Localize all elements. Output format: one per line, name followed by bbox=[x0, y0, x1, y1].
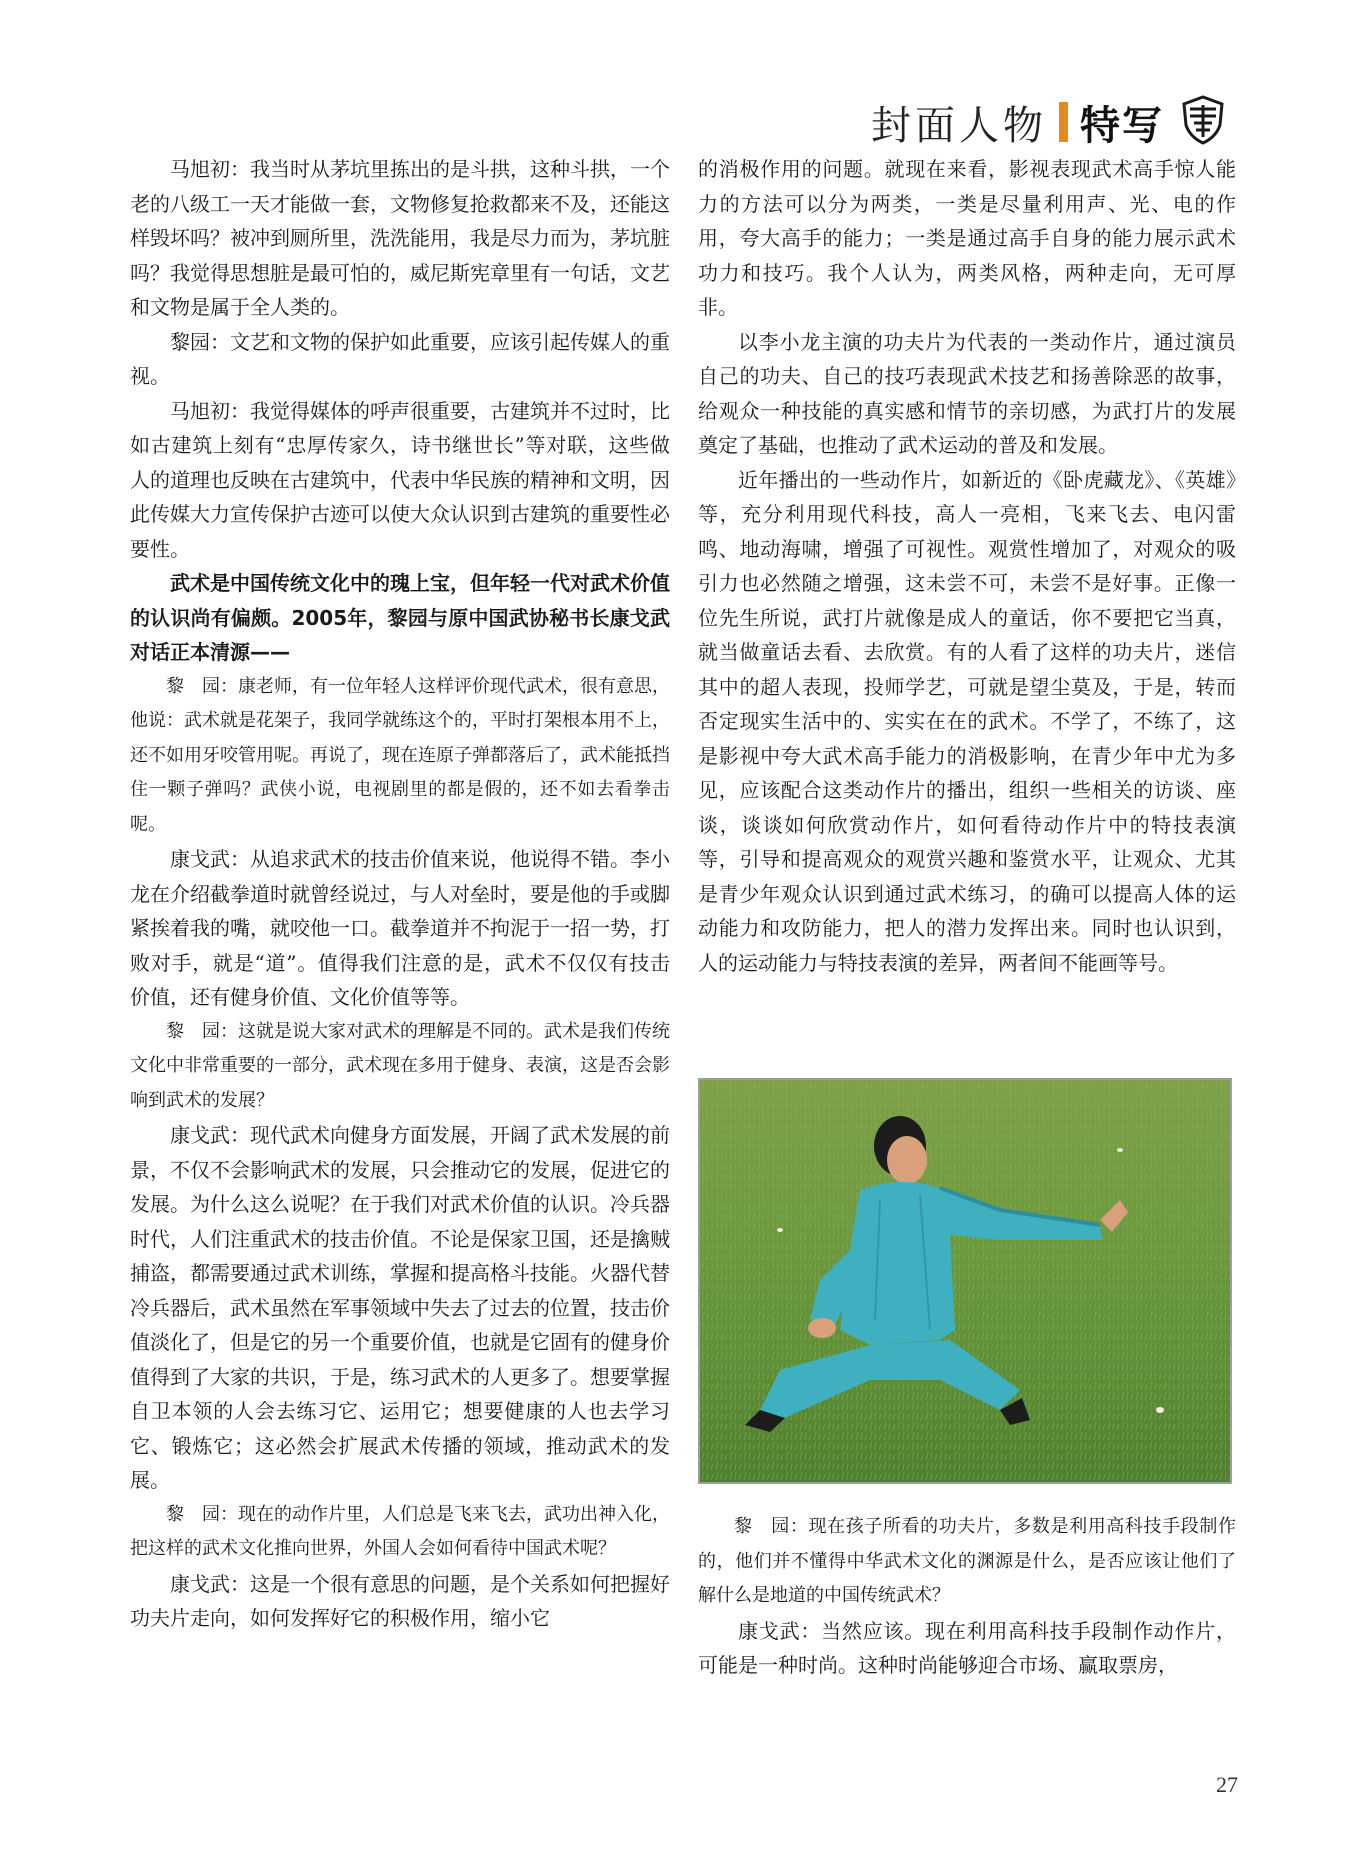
right-text-column-after-photo bbox=[698, 1510, 1236, 1683]
body-paragraph: 康戈武：这是一个很有意思的问题，是个关系如何把握好功夫片走向，如何发挥好它的积极作用，缩小它 bbox=[130, 1571, 670, 1630]
body-paragraph: 的消极作用的问题。就现在来看，影视表现武术高手惊人能力的方法可以分为两类，一类是尽量利用声、光、电的作用，夸大高手的能力；一类是通过高手自身的能力展示武术功力和技巧。我个人认为，两类风格，两种走向，无可厚非。 bbox=[698, 157, 1236, 319]
question-paragraph: 黎 园：康老师，有一位年轻人这样评价现代武术，很有意思，他说：武术就是花架子，我同学就练这个的，平时打架根本用不上，还不如用牙咬管用呢。再说了，现在连原子弹都落后了，武术能抵挡住一颗子弹吗？武侠小说，电视剧里的都是假的，还不如去看拳击呢。 bbox=[130, 675, 670, 835]
martial-artist-photo bbox=[698, 1078, 1232, 1484]
body-paragraph: 马旭初：我觉得媒体的呼声很重要，古建筑并不过时，比如古建筑上刻有“忠厚传家久，诗书继世长”等对联，这些做人的道理也反映在古建筑中，代表中华民族的精神和文明，因此传媒大力宣传保护古迹可以使大众认识到古建筑的重要性必要性。 bbox=[130, 398, 670, 561]
section-header bbox=[871, 94, 1226, 150]
body-paragraph: 近年播出的一些动作片，如新近的《卧虎藏龙》、《英雄》等，充分利用现代科技，高人一亮相，飞来飞去、电闪雷鸣、地动海啸，增强了可视性。观赏性增加了，对观众的吸引力也必然随之增强，这未尝不可，未尝不是好事。正像一位先生所说，武打片就像是成人的童话，你不要把它当真，就当做童话去看、去欣赏。有的人看了这样的功夫片，迷信其中的超人表现，投师学艺，可就是望尘莫及，于是，转而否定现实生活中的、实实在在的武术。不学了，不练了，这是影视中夸大武术高手能力的消极影响，在青少年中尤为多见，应该配合这类动作片的播出，组织一些相关的访谈、座谈，谈谈如何欣赏动作片，如何看待动作片中的特技表演等，引导和提高观众的观赏兴趣和鉴赏水平，让观众、尤其是青少年观众认识到通过武术练习，的确可以提高人体的运动能力和攻防能力，把人的潜力发挥出来。同时也认识到，人的运动能力与特技表演的差异，两者间不能画等号。 bbox=[698, 467, 1236, 975]
section-subtitle: 特写 bbox=[1080, 102, 1164, 149]
body-paragraph: 以李小龙主演的功夫片为代表的一类动作片，通过演员自己的功夫、自己的技巧表现武术技艺和扬善除恶的故事，给观众一种技能的真实感和情节的亲切感，为武打片的发展奠定了基础，也推动了武术运动的普及和发展。 bbox=[698, 329, 1236, 457]
section-title: 封面人物 bbox=[871, 102, 1047, 149]
accent-bar bbox=[1059, 102, 1068, 142]
question-paragraph: 黎 园：现在的动作片里，人们总是飞来飞去，武功出神入化，把这样的武术文化推向世界，外国人会如何看待中国武术呢？ bbox=[130, 1503, 670, 1559]
body-paragraph: 黎园：文艺和文物的保护如此重要，应该引起传媒人的重视。 bbox=[130, 329, 670, 388]
body-paragraph: 康戈武：现代武术向健身方面发展，开阔了武术发展的前景，不仅不会影响武术的发展，只会推动它的发展，促进它的发展。为什么这么说呢？在于我们对武术价值的认识。冷兵器时代，人们注重武术的技击价值。不论是保家卫国，还是擒贼捕盗，都需要通过武术训练，掌握和提高格斗技能。火器代替冷兵器后，武术虽然在军事领域中失去了过去的位置，技击价值淡化了，但是它的另一个重要价值，也就是它固有的健身价值得到了大家的共识，于是，练习武术的人更多了。想要掌握自卫本领的人会去练习它、运用它；想要健康的人也去学习它、锻炼它；这必然会扩展武术传播的领域，推动武术的发展。 bbox=[130, 1123, 670, 1492]
magazine-logo-icon bbox=[1180, 95, 1226, 149]
question-paragraph: 黎 园：现在孩子所看的功夫片，多数是利用高科技手段制作的，他们并不懂得中华武术文化的渊源是什么，是否应该让他们了解什么是地道的中国传统武术？ bbox=[698, 1516, 1236, 1606]
left-text-column bbox=[130, 152, 670, 1636]
question-paragraph: 黎 园：这就是说大家对武术的理解是不同的。武术是我们传统文化中非常重要的一部分，武术现在多用于健身、表演，这是否会影响到武术的发展？ bbox=[130, 1020, 670, 1111]
page-number: 27 bbox=[1216, 1772, 1238, 1797]
lead-paragraph: 武术是中国传统文化中的瑰上宝，但年轻一代对武术价值的认识尚有偏颇。2005年，黎园与原中国武协秘书长康戈武对话正本清源—— bbox=[130, 571, 670, 664]
right-text-column bbox=[698, 152, 1236, 980]
body-paragraph: 康戈武：从追求武术的技击价值来说，他说得不错。李小龙在介绍截拳道时就曾经说过，与人对垒时，要是他的手或脚紧挨着我的嘴，就咬他一口。截拳道并不拘泥于一招一势，打败对手，就是“道”。值得我们注意的是，武术不仅仅有技击价值，还有健身价值、文化价值等等。 bbox=[130, 847, 670, 1009]
body-paragraph: 康戈武：当然应该。现在利用高科技手段制作动作片，可能是一种时尚。这种时尚能够迎合市场、赢取票房， bbox=[698, 1618, 1236, 1677]
body-paragraph: 马旭初：我当时从茅坑里拣出的是斗拱，这种斗拱，一个老的八级工一天才能做一套，文物修复抢救都来不及，还能这样毁坏吗？被冲到厕所里，洗洗能用，我是尽力而为，茅坑脏吗？我觉得思想脏是最可怕的，威尼斯宪章里有一句话，文艺和文物是属于全人类的。 bbox=[130, 157, 670, 319]
